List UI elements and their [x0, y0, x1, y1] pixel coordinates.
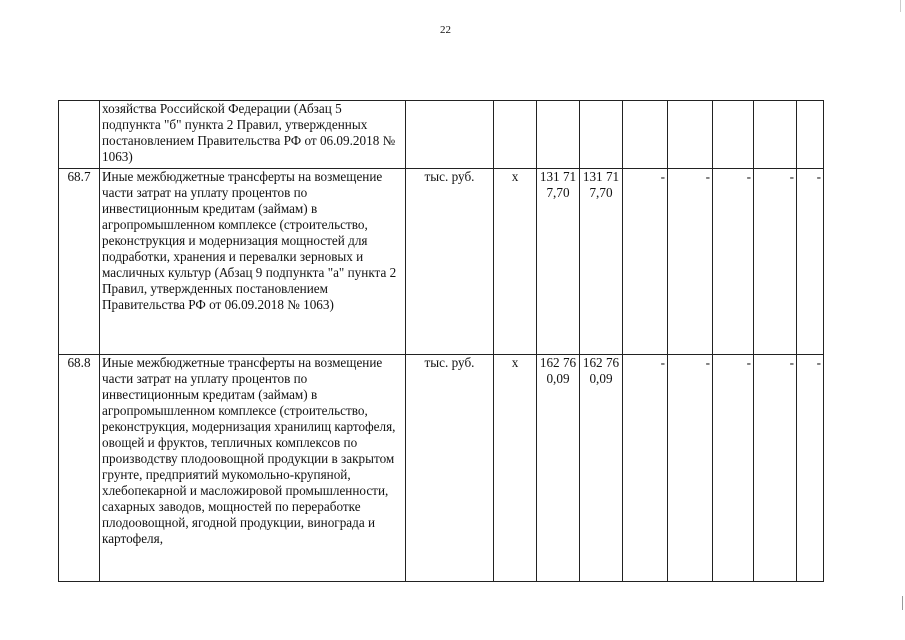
row-description: Иные межбюджетные трансферты на возмещение части затрат на уплату процентов по инвестиционным кредитам (займам) в агропромышленном комплексе (строительство, реконструкция и модернизация мощностей для подработки, хранения и перевалки зерновых и масличных культур (Абзац 9 подпункта "а" пункта 2 Правил, утвержденных постановлением Правительства РФ от 06.09.2018 № 1063) [100, 169, 406, 355]
row-dash-4: - [754, 169, 797, 355]
row-unit [406, 101, 494, 169]
row-value-2: 162 760,09 [580, 355, 623, 582]
row-value-1: 162 760,09 [537, 355, 580, 582]
row-unit: тыс. руб. [406, 169, 494, 355]
row-value-2: 131 717,70 [580, 169, 623, 355]
scan-edge-mark [902, 596, 903, 610]
row-dash-1 [623, 101, 668, 169]
table-row [59, 101, 824, 169]
row-value-1 [537, 101, 580, 169]
row-dash-2: - [668, 355, 713, 582]
data-table [58, 100, 824, 582]
page-number: 22 [440, 24, 451, 36]
row-x-marker [494, 101, 537, 169]
row-dash-3 [713, 101, 754, 169]
row-dash-5 [797, 101, 824, 169]
row-dash-4: - [754, 355, 797, 582]
table-row [59, 355, 824, 582]
row-description: хозяйства Российской Федерации (Абзац 5 подпункта "б" пункта 2 Правил, утвержденных постановлением Правительства РФ от 06.09.2018 № 1063) [100, 101, 406, 169]
scan-corner-mark [900, 0, 901, 12]
row-value-2 [580, 101, 623, 169]
row-number: 68.7 [59, 169, 100, 355]
row-dash-3: - [713, 355, 754, 582]
row-description: Иные межбюджетные трансферты на возмещение части затрат на уплату процентов по инвестиционным кредитам (займам) в агропромышленном комплексе (строительство, реконструкция, модернизация хранилищ картофеля, овощей и фруктов, тепличных комплексов по производству плодоовощной продукции в закрытом грунте, предприятий мукомольно-крупяной, хлебопекарной и масложировой промышленности, сахарных заводов, мощностей по переработке плодоовощной, ягодной продукции, винограда и картофеля, [100, 355, 406, 582]
row-dash-1: - [623, 169, 668, 355]
row-dash-2 [668, 101, 713, 169]
row-dash-5: - [797, 169, 824, 355]
row-x-marker: x [494, 355, 537, 582]
row-dash-2: - [668, 169, 713, 355]
row-dash-3: - [713, 169, 754, 355]
row-value-1: 131 717,70 [537, 169, 580, 355]
row-dash-4 [754, 101, 797, 169]
row-x-marker: x [494, 169, 537, 355]
row-dash-1: - [623, 355, 668, 582]
row-number: 68.8 [59, 355, 100, 582]
row-dash-5: - [797, 355, 824, 582]
table-row [59, 169, 824, 355]
row-number [59, 101, 100, 169]
row-unit: тыс. руб. [406, 355, 494, 582]
